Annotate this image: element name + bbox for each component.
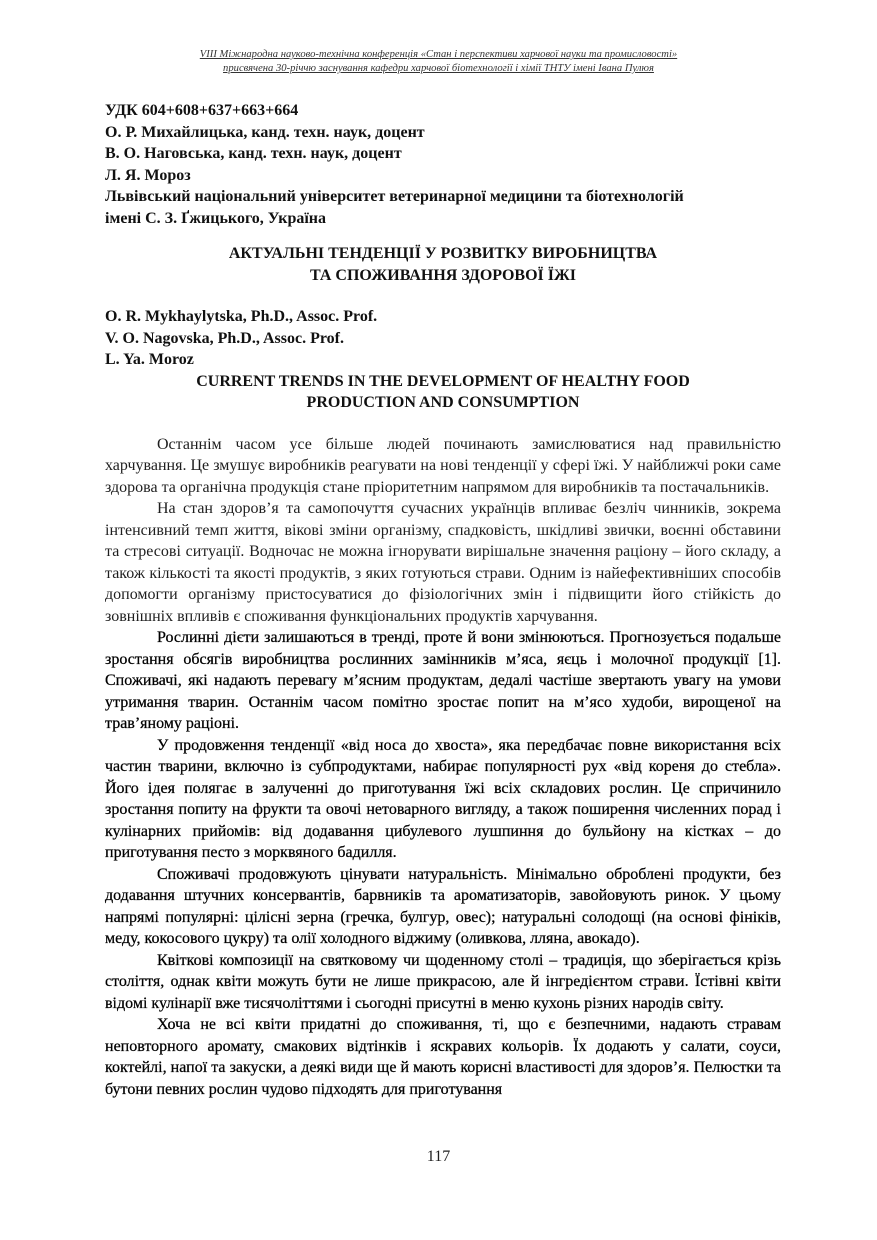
- body-text: [105, 434, 781, 1101]
- udc-code: УДК 604+608+637+663+664: [105, 102, 299, 119]
- authors-en: [105, 306, 781, 371]
- title-en-line-1: CURRENT TRENDS IN THE DEVELOPMENT OF HEALTHY FOOD: [196, 372, 690, 390]
- author-en-1: O. R. Mykhaylytska, Ph.D., Assoc. Prof.: [105, 308, 378, 325]
- author-ua-1: О. Р. Михайлицька, канд. техн. наук, доцент: [105, 123, 425, 141]
- affiliation-line-2: імені С. З. Ґжицького, Україна: [105, 209, 327, 227]
- article-meta: [105, 100, 781, 229]
- title-en: [105, 371, 781, 414]
- title-ua: [105, 243, 781, 286]
- paragraph-4: У продовження тенденції «від носа до хвоста», яка передбачає повне використання всіх частин тварини, включно із субпродуктами, набирає популярності рух «від кореня до стебла». Його ідея полягає в залученні до приготування їжі всіх складових рослин. Це спричинило зростання попиту на фрукти та овочі нетоварного вигляду, а також поширення численних порад і кулінарних прийомів: від додавання цибулевого лушпиння до бульйону на кістках – до приготування песто з морквяного бадилля.: [105, 736, 781, 861]
- title-ua-line-2: ТА СПОЖИВАННЯ ЗДОРОВОЇ ЇЖІ: [309, 266, 577, 284]
- paragraph-5: Споживачі продовжують цінувати натуральність. Мінімально оброблені продукти, без додавання штучних консервантів, барвників та ароматизаторів, завойовують ринок. У цьому напрямі популярні: цілісні зерна (гречка, булгур, овес); натуральні солодощі (на основі фініків, меду, кокосового цукру) та олії холодного віджиму (оливкова, лляна, авокадо).: [105, 865, 781, 947]
- header-line-2: присвячена 30-річчю заснування кафедри харчової біотехнології і хімії ТНТУ імені Івана Пулюя: [223, 63, 654, 74]
- title-en-line-2: PRODUCTION AND CONSUMPTION: [306, 394, 580, 411]
- title-ua-line-1: АКТУАЛЬНІ ТЕНДЕНЦІЇ У РОЗВИТКУ ВИРОБНИЦТВА: [228, 245, 658, 262]
- paragraph-7: Хоча не всі квіти придатні до споживання, ті, що є безпечними, надають стравам неповторного аромату, смакових відтінків і яскравих кольорів. Їх додають у салати, соуси, коктейлі, напої та закуски, а деякі види ще й мають корисні властивості для здоров’я. Пелюстки та бутони певних рослин чудово підходять для приготування: [105, 1016, 781, 1098]
- paragraph-6: Квіткові композиції на святковому чи щоденному столі – традиція, що зберігається крізь століття, однак квіти можуть бути не лише прикрасою, але й інгредієнтом страви. Їстівні квіти відомі кулінарії вже тисячоліттями і сьогодні присутні в меню кухонь різних народів світу.: [105, 951, 781, 1012]
- paragraph-3: Рослинні дієти залишаються в тренді, проте й вони змінюються. Прогнозується подальше зростання обсягів виробництва рослинних замінників м’яса, яєць і молочної продукції [1]. Споживачі, які надають перевагу м’ясним продуктам, дедалі частіше звертають увагу на умови утримання тварин. Останнім часом помітно зростає попит на м’ясо худоби, вирощеної на трав’яному раціоні.: [105, 629, 781, 732]
- conference-header: [0, 48, 877, 76]
- author-en-2: V. O. Nagovska, Ph.D., Assoc. Prof.: [105, 329, 344, 347]
- article: [105, 100, 781, 1100]
- header-line-1: VIII Міжнародна науково-технічна конференція «Стан і перспективи харчової науки та промисловості»: [199, 49, 678, 60]
- paragraph-2: На стан здоров’я та самопочуття сучасних українців впливає безліч чинників, зокрема інтенсивний темп життя, вікові зміни організму, спадковість, шкідливі звички, воєнні обставини та стресові ситуації. Водночас не можна ігнорувати вирішальне значення раціону – його складу, а також кількості та якості продуктів, з яких готуються страви. Одним із найефективніших способів допомогти організму пристосуватися до фізіологічних змін і підвищити його стійкість до зовнішніх впливів є споживання функціональних продуктів харчування.: [105, 500, 781, 625]
- paragraph-1: Останнім часом усе більше людей починають замислюватися над правильністю харчування. Це змушує виробників реагувати на нові тенденції у сфері їжі. У найближчі роки саме здорова та органічна продукція стане пріоритетним напрямом для виробників та постачальників.: [105, 435, 781, 496]
- author-ua-3: Л. Я. Мороз: [105, 166, 191, 184]
- author-en-3: L. Ya. Moroz: [105, 351, 194, 368]
- affiliation-line-1: Львівський національний університет ветеринарної медицини та біотехнологій: [105, 188, 684, 205]
- author-ua-2: В. О. Наговська, канд. техн. наук, доцент: [105, 145, 402, 162]
- page-number: 117: [426, 1148, 451, 1165]
